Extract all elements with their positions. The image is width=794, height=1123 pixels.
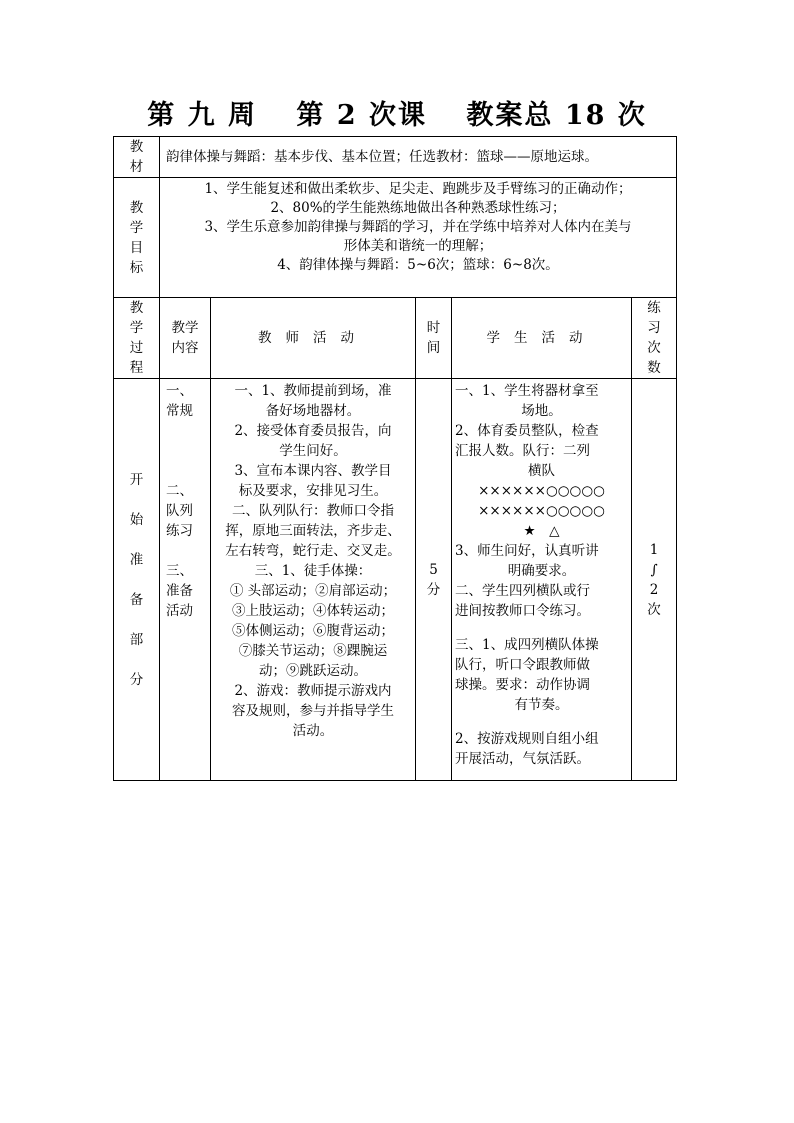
student-line: 开展活动，气氛活跃。 <box>455 751 590 767</box>
student-line: 2、体育委员整队，检查 <box>455 423 599 439</box>
lesson-plan-table <box>113 136 677 781</box>
title-week: 第 九 周 <box>147 100 258 131</box>
content-header: 教学 内容 <box>160 298 211 379</box>
teacher-line: 一、1、教师提前到场，准 <box>234 383 392 399</box>
student-line: 一、1、学生将器材拿至 <box>455 383 599 399</box>
teacher-line: 标及要求，安排见习生。 <box>238 483 388 499</box>
teacher-line: ⑤体侧运动；⑥腹背运动； <box>232 623 394 639</box>
goal-line: 3、学生乐意参加韵律操与舞蹈的学习，并在学练中培养对人体内在美与 <box>204 219 632 235</box>
formation-row-2: ××××××○○○○○ <box>478 503 605 519</box>
section-time-text: 5 分 <box>426 561 441 598</box>
student-line: 2、按游戏规则自组小组 <box>455 731 599 747</box>
student-line: 球操。要求：动作协调 <box>455 677 590 693</box>
content-line: 一、 <box>166 383 193 399</box>
teacher-line: 容及规则，参与并指导学生 <box>232 703 394 719</box>
materials-row <box>114 137 677 178</box>
materials-label: 教 材 <box>114 137 160 178</box>
goal-line: 2、80%的学生能熟练地做出各种熟悉球性练习； <box>270 200 566 216</box>
section-time <box>416 379 452 781</box>
teacher-line: 备好场地器材。 <box>265 403 361 419</box>
teacher-line: 2、接受体育委员报告，向 <box>234 423 392 439</box>
title-total: 教案总 18 次 <box>466 100 647 131</box>
section-count <box>632 379 677 781</box>
goal-line: 1、学生能复述和做出柔软步、足尖走、跑跳步及手臂练习的正确动作； <box>204 181 632 197</box>
time-header: 时 间 <box>416 298 452 379</box>
section-row <box>114 379 677 781</box>
goals-row <box>114 178 677 298</box>
title-lesson: 第 2 次课 <box>296 100 428 131</box>
content-line <box>166 541 204 561</box>
student-line: 有节奏。 <box>514 697 569 713</box>
teacher-line: ① 头部运动；②肩部运动； <box>229 583 397 599</box>
count-header: 练 习 次 数 <box>632 298 677 379</box>
section-label <box>114 379 160 781</box>
teacher-line: 学生问好。 <box>279 443 347 459</box>
goal-line: 4、韵律体操与舞蹈：5~6次；篮球：6~8次。 <box>277 257 559 273</box>
content-line: 队列 <box>166 503 193 519</box>
process-header-row <box>114 298 677 379</box>
spacer <box>455 715 628 729</box>
content-line: 二、 <box>166 483 193 499</box>
formation-markers: ★ △ <box>523 523 560 539</box>
content-line <box>166 441 204 461</box>
teacher-line: 三、1、徒手体操： <box>254 563 372 579</box>
teacher-line: ⑦膝关节运动；⑧踝腕运 <box>238 643 388 659</box>
materials-text: 韵律体操与舞蹈：基本步伐、基本位置；任选教材：篮球——原地运球。 <box>160 137 677 178</box>
student-line: 3、师生问好，认真听讲 <box>455 543 599 559</box>
teacher-line: 动；⑨跳跃运动。 <box>259 663 367 679</box>
content-line <box>166 421 204 441</box>
goals-label: 教 学 目 标 <box>114 178 160 298</box>
content-line: 活动 <box>166 603 193 619</box>
student-header: 学生活动 <box>452 298 632 379</box>
process-label: 教 学 过 程 <box>114 298 160 379</box>
spacer <box>455 621 628 635</box>
content-line: 常规 <box>166 403 193 419</box>
lesson-title <box>0 98 794 134</box>
section-label-text: 开 始 准 备 部 分 <box>129 471 144 688</box>
teacher-line: 2、游戏：教师提示游戏内 <box>234 683 392 699</box>
section-content <box>160 379 211 781</box>
teacher-line: 二、队列队行：教师口令指 <box>232 503 394 519</box>
student-line: 进间按教师口令练习。 <box>455 603 590 619</box>
student-activities <box>452 379 632 781</box>
content-line: 三、 <box>166 563 193 579</box>
section-count-text: 1 ∫ 2 次 <box>647 541 661 618</box>
teacher-line: 活动。 <box>292 723 334 739</box>
goal-line: 形体美和谐统一的理解； <box>343 238 493 254</box>
teacher-activities <box>211 379 416 781</box>
student-line: 队行，听口令跟教师做 <box>455 657 590 673</box>
content-line: 准备 <box>166 583 193 599</box>
teacher-header: 教师活动 <box>211 298 416 379</box>
goals-text <box>160 178 677 298</box>
content-line <box>166 461 204 481</box>
student-line: 场地。 <box>521 403 562 419</box>
student-line: 明确要求。 <box>507 563 576 579</box>
formation-row-1: ××××××○○○○○ <box>478 483 605 499</box>
teacher-line: 挥，原地三面转法，齐步走、 <box>225 523 401 539</box>
student-line: 汇报人数。队行：二列 <box>455 443 590 459</box>
teacher-line: 左右转弯，蛇行走、交叉走。 <box>225 543 401 559</box>
student-line: 二、学生四列横队或行 <box>455 583 590 599</box>
teacher-line: ③上肢运动；④体转运动； <box>232 603 394 619</box>
student-line: 三、1、成四列横队体操 <box>455 637 599 653</box>
content-line: 练习 <box>166 523 193 539</box>
teacher-line: 3、宣布本课内容、教学目 <box>234 463 392 479</box>
student-line: 横队 <box>528 463 555 479</box>
